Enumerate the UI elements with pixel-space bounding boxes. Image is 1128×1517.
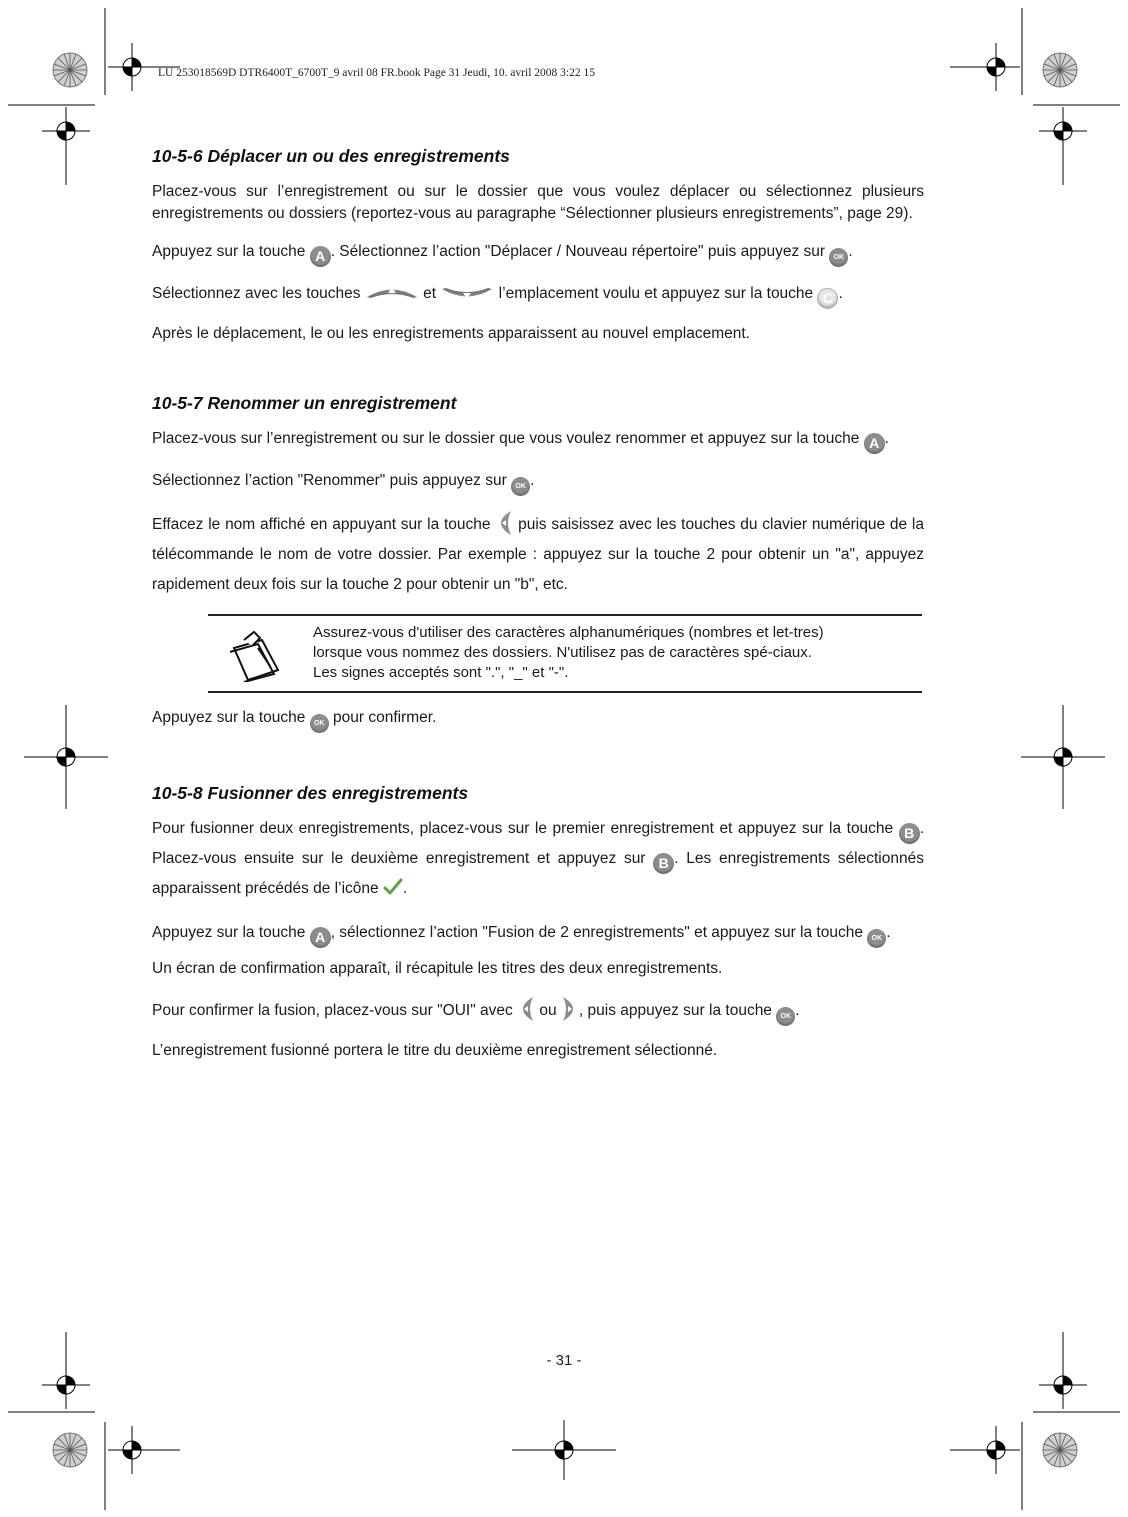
paragraph: Effacez le nom affiché en appuyant sur la touche puis saisissez avec les touches du clavier numérique de la télécommande le nom de votre dossier. Par exemple : appuyez sur la touche 2 pour obtenir un "a", appuyez rapidement deux fois sur la touche 2 pour obtenir un "b", etc. — [152, 510, 924, 600]
a-key-icon: A — [310, 927, 331, 948]
left-arrow-key-icon — [517, 996, 535, 1022]
paragraph: L’enregistrement fusionné portera le titre du deuxième enregistrement sélectionné. — [152, 1042, 718, 1059]
section-title-rename: 10-5-7 Renommer un enregistrement — [152, 393, 457, 413]
down-arrow-key-icon — [440, 285, 494, 301]
b-key-icon: B — [899, 823, 920, 844]
print-header: LU 253018569D DTR6400T_6700T_9 avril 08 FR.book Page 31 Jeudi, 10. avril 2008 3:22 15 — [158, 67, 595, 79]
note-box — [208, 614, 922, 693]
ok-key-icon: OK — [310, 714, 329, 733]
paragraph: Sélectionnez l’action "Renommer" puis appuyez sur OK . — [152, 470, 924, 496]
section-title-move: 10-5-6 Déplacer un ou des enregistrements — [152, 146, 510, 166]
paragraph: Appuyez sur la touche A , sélectionnez l’action "Fusion de 2 enregistrements" et appuyez sur la touche OK . — [152, 918, 924, 948]
a-key-icon: A — [310, 246, 331, 267]
up-arrow-key-icon — [365, 285, 419, 301]
a-key-icon: A — [864, 433, 885, 454]
ok-key-icon: OK — [776, 1007, 795, 1026]
right-arrow-key-icon — [561, 996, 579, 1022]
paragraph: Placez-vous sur l’enregistrement ou sur le dossier que vous voulez déplacer ou sélectionnez plusieurs enregistrements ou dossiers (reportez-vous au paragraphe “Sélectionner plusieurs enregistrements”, page 29). — [152, 183, 924, 222]
paragraph: Après le déplacement, le ou les enregistrements apparaissent au nouvel emplacement. — [152, 325, 750, 342]
note-text: Assurez-vous d'utiliser des caractères alphanumériques (nombres et let-tres) lorsque vous nommez des dossiers. N'utilisez pas de caractères spé-ciaux. Les signes acceptés sont ".", "_" et "-". — [313, 624, 824, 681]
paragraph: Un écran de confirmation apparaît, il récapitule les titres des deux enregistrements. — [152, 960, 723, 977]
c-key-icon: C — [817, 288, 838, 309]
page-content — [152, 146, 924, 1062]
paragraph: Pour fusionner deux enregistrements, placez-vous sur le premier enregistrement et appuyez sur la touche B . Placez-vous ensuite sur le deuxième enregistrement et appuyez sur B . Les enregistrements sélectionnés apparaissent précédés de l’icône . — [152, 820, 924, 897]
notepad-icon — [224, 626, 286, 682]
ok-key-icon: OK — [511, 477, 530, 496]
paragraph: Pour confirmer la fusion, placez-vous sur "OUI" avec ou , puis appuyez sur la touche OK . — [152, 996, 924, 1026]
paragraph: Placez-vous sur l’enregistrement ou sur le dossier que vous voulez renommer et appuyez sur la touche A . — [152, 424, 924, 454]
ok-key-icon: OK — [867, 929, 886, 948]
section-title-merge: 10-5-8 Fusionner des enregistrements — [152, 783, 469, 803]
paragraph: Sélectionnez avec les touches et l’emplacement voulu et appuyez sur la touche C . — [152, 283, 924, 309]
checkmark-icon — [383, 878, 403, 896]
ok-key-icon: OK — [829, 248, 848, 267]
paragraph: Appuyez sur la touche A . Sélectionnez l’action "Déplacer / Nouveau répertoire" puis appuyez sur OK . — [152, 241, 924, 267]
page-number: - 31 - — [546, 1352, 582, 1369]
paragraph: Appuyez sur la touche OK pour confirmer. — [152, 707, 924, 733]
b-key-icon: B — [653, 853, 674, 874]
left-arrow-key-icon — [495, 510, 513, 536]
